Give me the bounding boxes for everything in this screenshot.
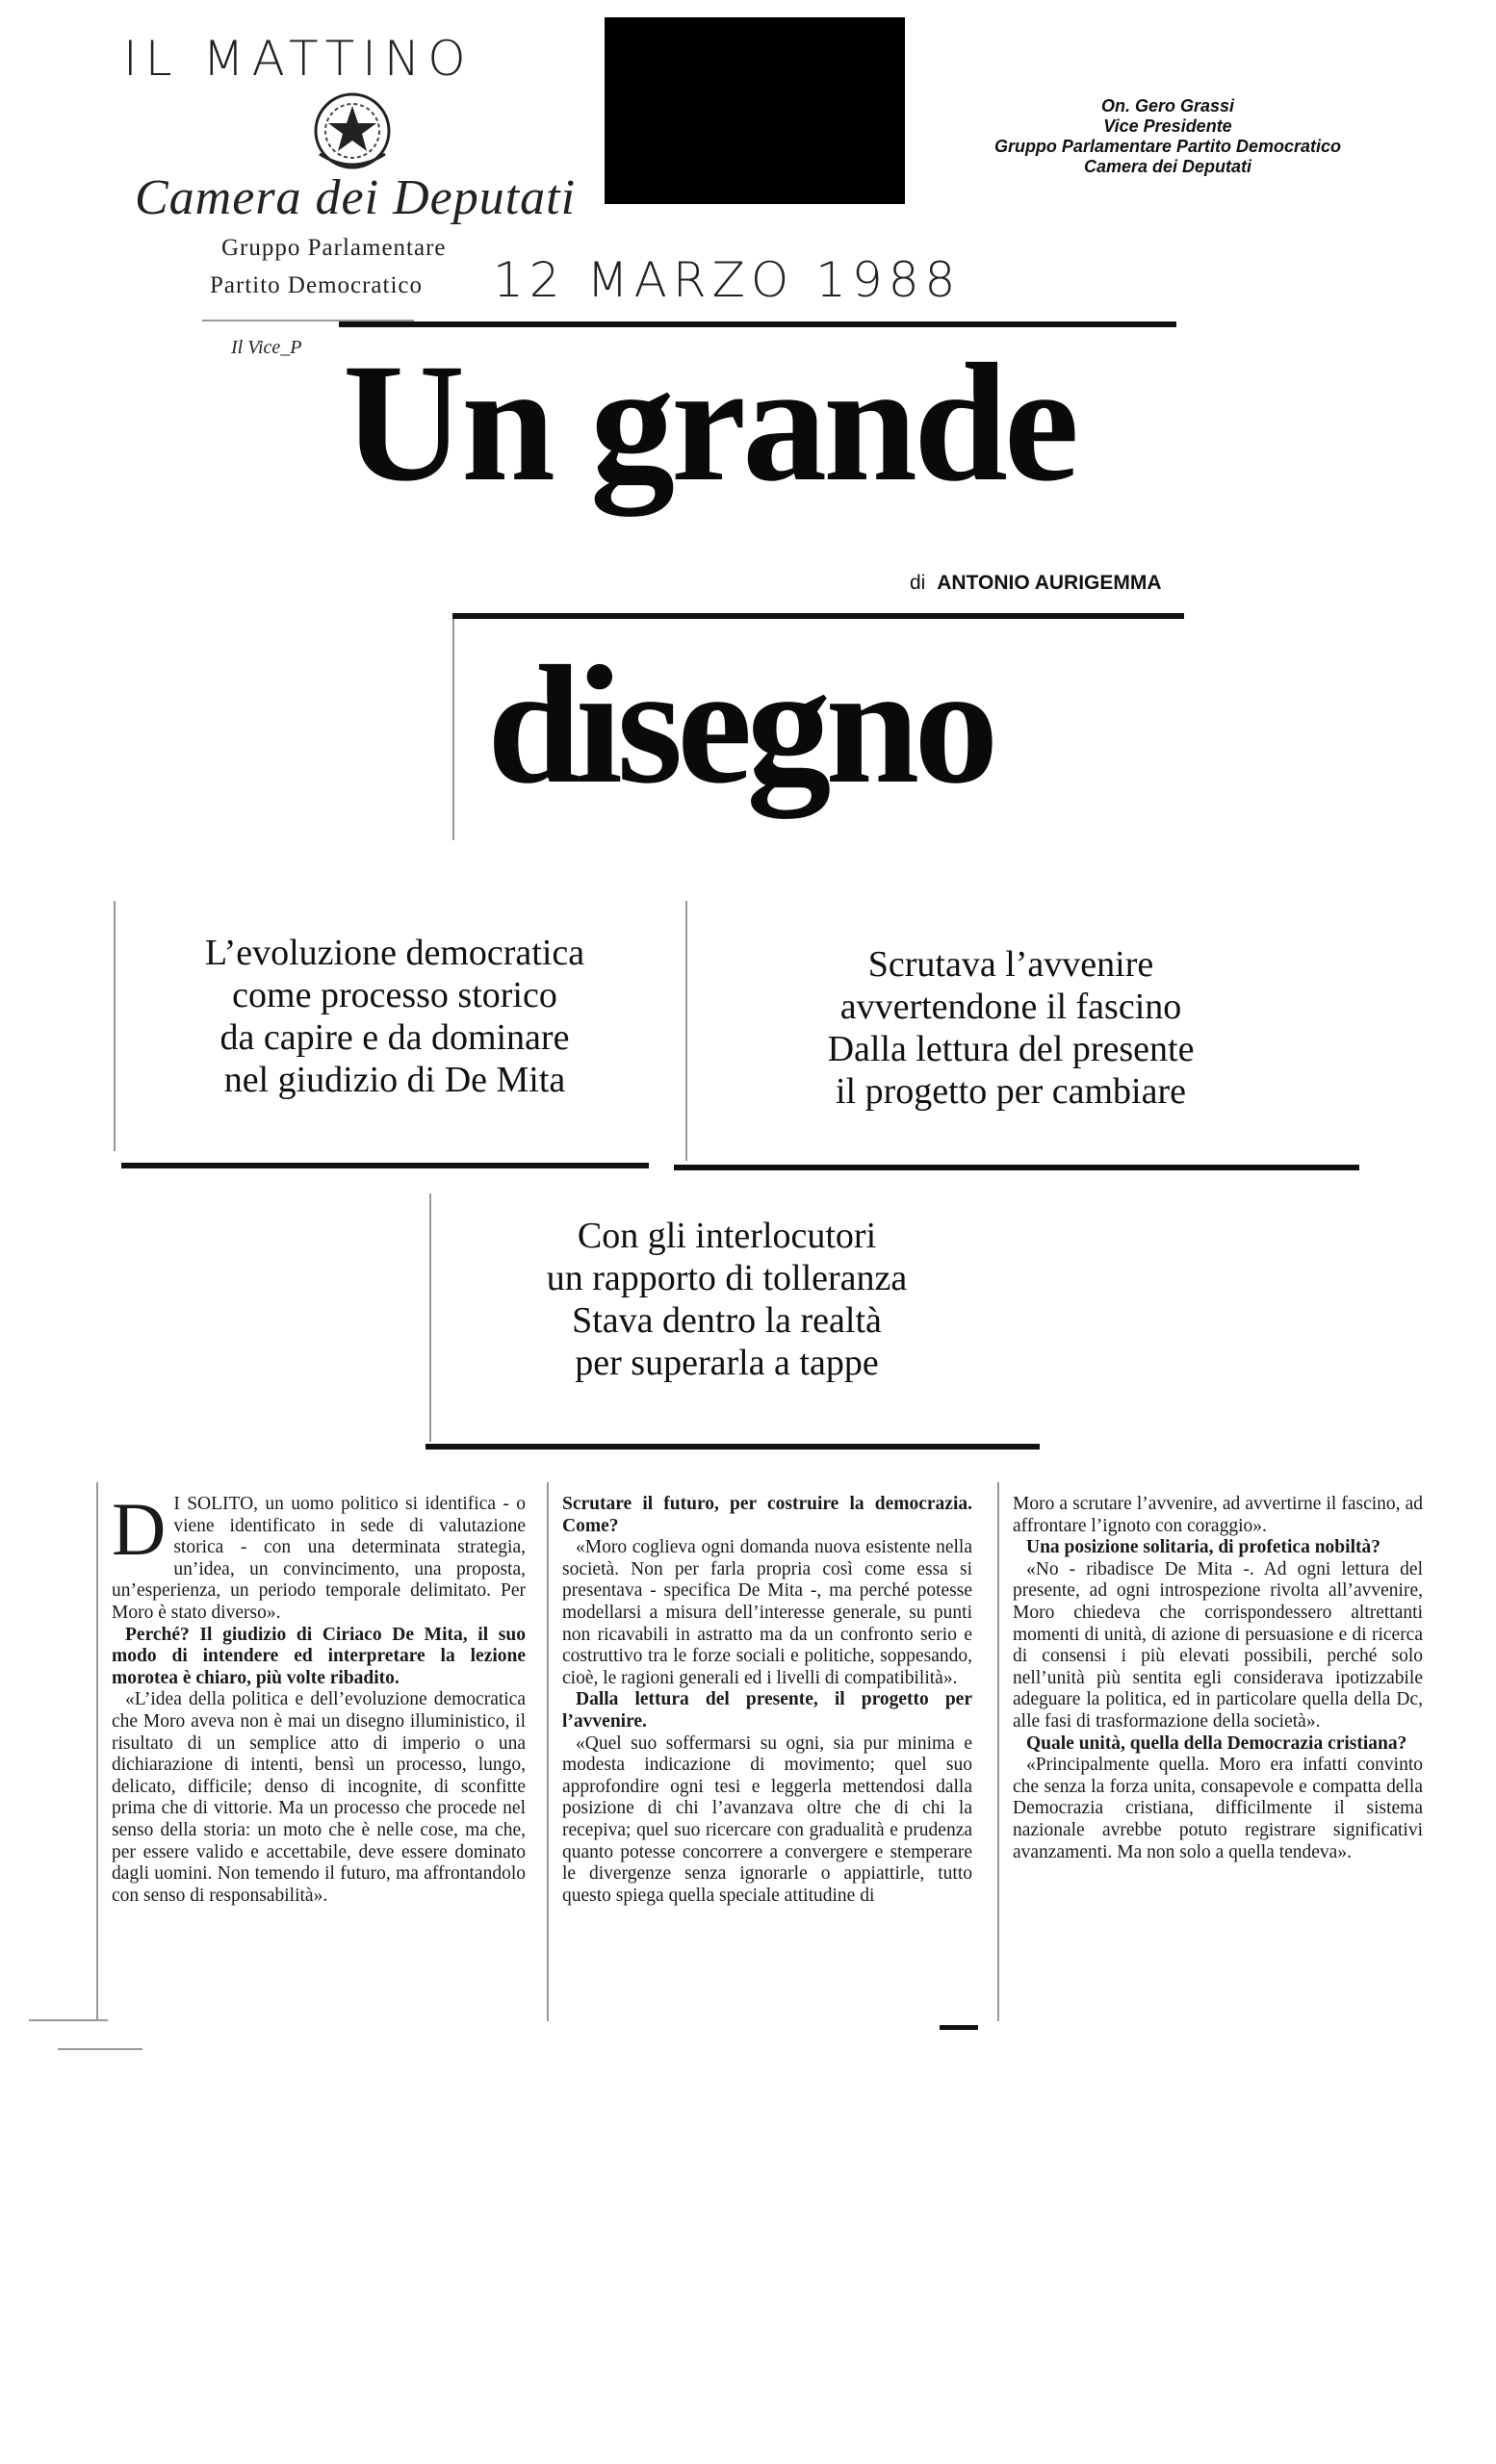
letterhead-institution: Camera dei Deputati [135, 170, 577, 225]
subhead-center [433, 1215, 1020, 1384]
col2-question-1: Scrutare il futuro, per costruire la democrazia. Come? [562, 1494, 972, 1536]
stamp-chamber: Camera dei Deputati [1083, 157, 1252, 176]
headline-top-rule [339, 321, 1176, 327]
article-column-1 [112, 1487, 526, 1907]
subhead-left-line4: nel giudizio di De Mita [223, 1060, 566, 1100]
col3-paragraph-2: «No - ribadisce De Mita -. Ad ogni lettura del presente, ad ogni introspezione rivolta all’avvenire, Moro chiedeva che corrispondessero altrettanti momenti di unità, di azione di persuasione e di ricerca di consensi i più elevati possibili, perché solo nell’unità più sentita egli considerava ipotizzabile adeguare la politica, ed in particolare quella della Dc, alle fasi di trasformazione della società». [1013, 1558, 1423, 1732]
col1-paragraph-2: «L’idea della politica e dell’evoluzione democratica che Moro aveva non è mai un disegno illuministico, il risultato di un semplice atto di imperio o una dichiarazione di intenti, bensì un processo, lungo, delicato, difficile; denso di incognite, di sconfitte prima che di vittorie. Ma un processo che procede nel senso della storia: un moto che è nelle cose, ma che, per essere valido e accettabile, deve essere dominato dagli uomini. Non temendo il futuro, ma affrontandolo con senso di responsabilità». [112, 1689, 526, 1906]
subhead-right [703, 943, 1319, 1113]
article-column-2 [562, 1494, 972, 1907]
letterhead-group-line2: Partito Democratico [210, 272, 424, 298]
column-divider-1 [547, 1482, 549, 2021]
subhead-divider [685, 901, 687, 1161]
col1-question-1: Perché? Il giudizio di Ciriaco De Mita, il suo modo di intendere ed interpretare la lezione morotea è chiaro, più volte ribadito. [112, 1624, 526, 1688]
scan-edge-line-2 [58, 2048, 142, 2050]
subhead-left-line2: come processo storico [232, 975, 557, 1015]
subhead-right-line2: avvertendone il fascino [839, 987, 1182, 1027]
col2-question-2: Dalla lettura del presente, il progetto per l’avvenire. [562, 1689, 972, 1732]
subhead-center-line1: Con gli interlocutori [577, 1216, 877, 1256]
byline-name: ANTONIO AURIGEMMA [937, 572, 1162, 594]
column-left-border [96, 1482, 98, 2021]
col2-paragraph-2: «Quel suo soffermarsi su ogni, sia pur minima e modesta indicazione di movimento; quel suo approfondire ogni tesi e leggerla mettendosi dalla posizione di chi l’avanzava oltre che di chi la recepiva; quel suo ricercare con gradualità e prudenza quanto potesse concorrere a convergere e stemperare le divergenze senza ignorarle o appiattirle, tutto questo spiega quella speciale attitudine di [562, 1732, 972, 1906]
subhead-right-line1: Scrutava l’avvenire [867, 944, 1154, 985]
subhead-right-rule [674, 1165, 1359, 1170]
headline-box-left-line [452, 619, 454, 840]
subhead-center-line3: Stava dentro la realtà [572, 1300, 882, 1341]
col1-paragraph-1: I SOLITO, un uomo politico si identifica - o viene identificato in sede di valutazione storica - con una determinata strategia, un’idea, un convincimento, una proposta, un’esperienza, un periodo temporale delimitato. Per Moro è stato diverso». [112, 1494, 526, 1623]
subhead-center-rule [426, 1444, 1040, 1450]
subhead-center-line2: un rapporto di tolleranza [546, 1258, 908, 1298]
subhead-left-line3: da capire e da dominare [219, 1017, 570, 1058]
handwritten-date: 12 MARZO 1988 [493, 252, 962, 308]
republic-emblem-icon [306, 87, 399, 175]
stamp-group: Gruppo Parlamentare Partito Democratico [993, 137, 1342, 156]
dropcap: D [112, 1487, 167, 1571]
subhead-left [116, 932, 674, 1101]
stamp-role: Vice Presidente [1103, 116, 1232, 136]
col3-question-2: Quale unità, quella della Democrazia cristiana? [1026, 1732, 1407, 1754]
byline-prefix: di [910, 572, 926, 594]
headline-top: Un grande [343, 329, 1075, 517]
col3-question-1: Una posizione solitaria, di profetica nobiltà? [1026, 1537, 1380, 1558]
col2-paragraph-1: «Moro coglieva ogni domanda nuova esistente nella società. Non per farla propria così come essa si presentava - specifica De Mita -, ma perché potesse modellarsi a misura dell’interesse generale, su punti non ricavabili in astratto ma da un confronto serio e costruttivo tra le forze sociali e politiche, soppesando, cioè, le ragioni generali ed i livelli di compatibilità». [562, 1537, 972, 1688]
headline-mid-rule [452, 613, 1184, 619]
subhead-left-rule [121, 1163, 649, 1168]
handwritten-paper-name: IL MATTINO [123, 31, 474, 87]
stamp-name: On. Gero Grassi [1100, 96, 1235, 116]
scan-edge-line-1 [29, 2019, 108, 2021]
letterhead-vice-fragment: Il Vice_P [231, 337, 302, 358]
subhead-right-line3: Dalla lettura del presente [827, 1029, 1195, 1069]
column-divider-2 [997, 1482, 999, 2021]
article-column-3 [1013, 1494, 1423, 1863]
col3-paragraph-1: Moro a scrutare l’avvenire, ad avvertirne il fascino, ad affrontare l’ignoto con coraggio». [1013, 1494, 1423, 1536]
byline [910, 572, 1162, 595]
headline-bottom: disegno [487, 631, 993, 819]
redaction-block [605, 17, 905, 204]
subhead-left-line1: L’evoluzione democratica [204, 933, 585, 973]
subhead-center-line4: per superarla a tappe [575, 1343, 879, 1383]
subhead-right-line4: il progetto per cambiare [835, 1071, 1186, 1112]
subhead-center-border [429, 1194, 431, 1442]
col3-paragraph-3: «Principalmente quella. Moro era infatti convinto che senza la forza unita, consapevole e compatta della Democrazia cristiana, difficilmente il sistema nazionale avrebbe potuto registrare significativi avanzamenti. Ma non solo a quella tendeva». [1013, 1755, 1423, 1862]
end-mark [940, 2025, 978, 2030]
letterhead-group-line1: Gruppo Parlamentare [221, 235, 447, 261]
deputy-stamp [941, 96, 1394, 177]
